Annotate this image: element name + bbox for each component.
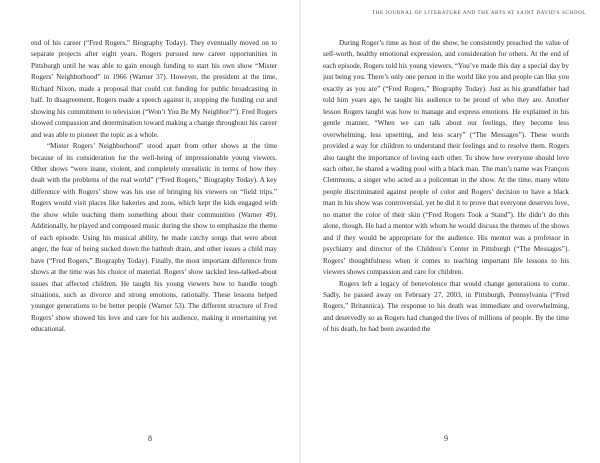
running-head: THE JOURNAL OF LITERATURE AND THE ARTS AT SAINT DAVID'S SCHOOL	[372, 10, 586, 16]
right-page-body	[323, 38, 569, 336]
page-number: 8	[148, 434, 152, 443]
right-page	[300, 0, 600, 463]
paragraph: end of his career (“Fred Rogers,” Biography Today). They eventually moved on to separate projects after eight years. Rogers pursued new career opportunities in Pittsburgh until he was able to gain enough funding to start his own show “Mister Rogers’ Neighborhood” in 1966 (Warner 37). However, the president at the time, Richard Nixon, made a proposal that could cut funding for public broadcasting in half. In disagreement, Rogers made a speech against it, stopping the funding cut and showing his commitment to television (“Won’t You Be My Neighbor?”). Fred Rogers showed compassion and determination toward making a change throughout his career and was able to pioneer the topic as a whole.	[31, 39, 277, 139]
left-page-body	[31, 38, 277, 336]
page-number: 9	[444, 434, 448, 443]
paragraph: During Roger’s time as host of the show, he consistently preached the value of self-worth, healthy emotional expression, and consideration for others. At the end of each episode, Rogers told his young viewers, “You’ve made this day a special day by just being you. There’s only one person in the world like you and people can like you exactly as you are” (“Fred Rogers,” Biography Today). Just as his grandfather had told him years ago, he taught his audience to be proud of who they are. Another lesson Rogers taught was how to manage and express emotions. He explained in his gentle manner, “When we can talk about our feelings, they become less overwhelming, less upsetting, and less scary” (“The Messages”). These words provided a way for children to understand their feelings and to resolve them. Rogers also taught the importance of loving each other. To show how everyone should love each other, he shared a wading pool with a black man. The man’s name was François Clemmons, a singer who acted as a policeman in the show. At the time, many white people discriminated against people of color and Rogers’ decision to have a black man in his show was controversial, yet he did it to prove that everyone deserves love, no matter the color of their skin (“Fred Rogers Took a Stand”). He didn’t do this alone, though. He had a mentor with whom he would discuss the themes of the shows and if they would be appropriate for the audience. His mentor was a professor in psychiatry and director of the Children’s Center in Pittsburgh (“The Messages”). Rogers’ thoughtfulness when it comes to teaching important life lessons to his viewers shows compassion and care for children.	[323, 39, 569, 277]
paragraph: Rogers left a legacy of benevolence that would change generations to come. Sadly, he passed away on February 27, 2003, in Pittsburgh, Pennsylvania (“Fred Rogers,” Britannica). The response to his death was immediate and overwhelming, and deservedly so as Rogers had changed the lives of millions of people. By the time of his death, he had been awarded the	[323, 279, 569, 334]
paragraph: “Mister Rogers’ Neighborhood” stood apart from other shows at the time because of its consideration for the well-being of impressionable young viewers. Other shows “were inane, violent, and completely unrealistic in terms of how they dealt with the problems of the real world” (“Fred Rogers,” Biography Today). A key difference with Rogers’ show was his use of bringing his viewers on “field trips.” Rogers would visit places like bakeries and zoos, which kept the kids engaged with the show while teaching them something about their communities (Warner 49). Additionally, he played and composed music during the show to emphasize the theme of each episode. Using his musical ability, he made catchy songs that were about anger, the fear of being sucked down the bathtub drain, and other issues a child may have (“Fred Rogers,” Biography Today). Finally, the most important difference from shows at the time was his choice of material. Rogers’ show tackled less-talked-about issues that affected children. He taught his young viewers how to handle tough situations, such as divorce and strong emotions, rationally. These lessons helped younger generations to be better people (Warner 53). The different structure of Fred Rogers’ show showed his love and care for his audience, making it entertaining yet educational.	[31, 142, 277, 334]
